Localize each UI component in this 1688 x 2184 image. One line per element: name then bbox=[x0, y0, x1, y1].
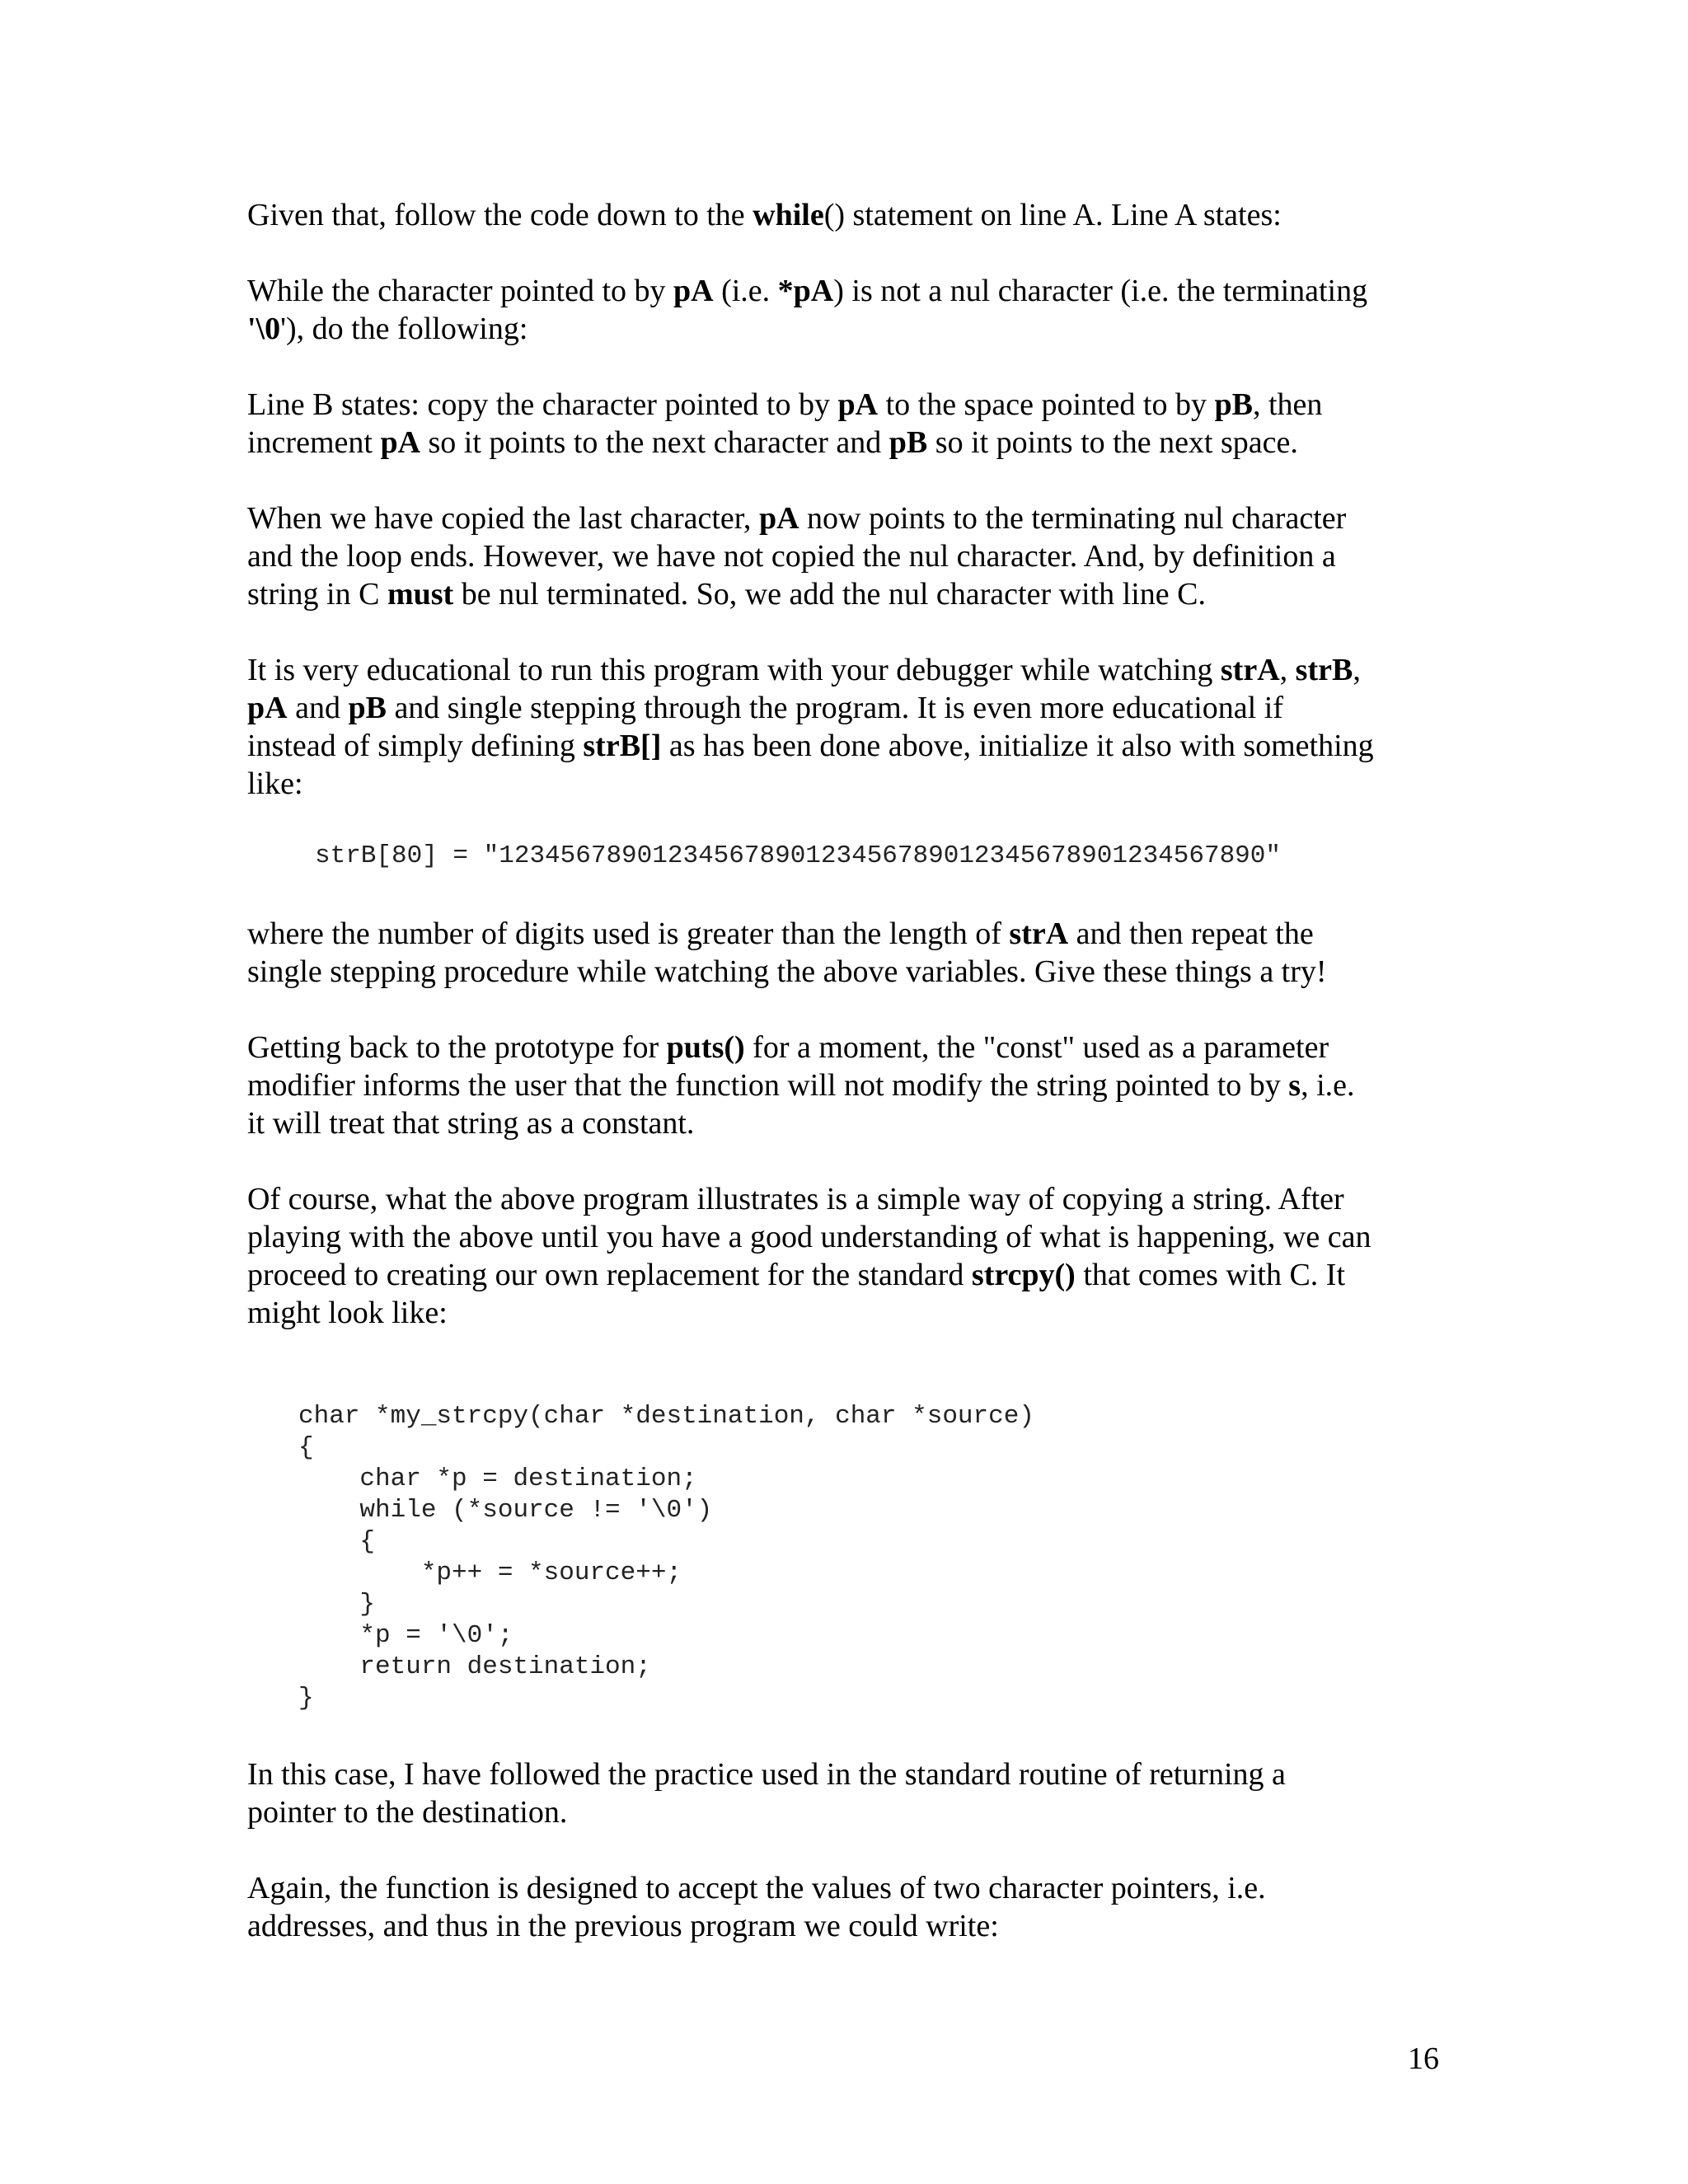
text-run: Line B states: copy the character pointed to by bbox=[247, 387, 838, 422]
identifier-strA: strA bbox=[1009, 916, 1069, 951]
paragraph-line-b bbox=[247, 386, 1459, 462]
text-line bbox=[247, 727, 1459, 765]
text-line: it will treat that string as a constant. bbox=[247, 1106, 695, 1141]
code-my-strcpy bbox=[298, 1370, 1459, 1714]
function-puts: puts() bbox=[666, 1030, 745, 1065]
text-run: While the character pointed to by bbox=[247, 274, 674, 308]
emphasis-must: must bbox=[387, 577, 454, 612]
page-number: 16 bbox=[1408, 2041, 1439, 2076]
code-line: { bbox=[298, 1433, 314, 1462]
identifier-pA: pA bbox=[247, 691, 288, 725]
paragraph-digits bbox=[247, 915, 1459, 991]
text-run: (i.e. bbox=[713, 274, 778, 308]
text-line bbox=[247, 272, 1459, 310]
code-line: *p++ = *source++; bbox=[298, 1558, 682, 1587]
text-line bbox=[247, 1256, 1459, 1294]
code-line: } bbox=[298, 1590, 376, 1619]
identifier-strB-array: strB[] bbox=[583, 729, 662, 763]
text-run: Given that, follow the code down to the bbox=[247, 198, 753, 232]
text-run: and then repeat the bbox=[1068, 916, 1314, 951]
text-line bbox=[247, 310, 1459, 348]
text-run: instead of simply defining bbox=[247, 729, 584, 763]
paragraph-line-c bbox=[247, 499, 1459, 613]
text-line: In this case, I have followed the practice used in the standard routine of returning a bbox=[247, 1757, 1286, 1792]
text-run: and bbox=[287, 691, 349, 725]
text-line: and the loop ends. However, we have not copied the nul character. And, by definition a bbox=[247, 539, 1336, 574]
identifier-strB: strB bbox=[1295, 653, 1353, 687]
text-line bbox=[247, 1029, 1459, 1066]
paragraph-puts-const bbox=[247, 1029, 1459, 1142]
text-run: modifier informs the user that the function will not modify the string pointed to by bbox=[247, 1068, 1289, 1103]
text-run: where the number of digits used is greater than the length of bbox=[247, 916, 1010, 951]
identifier-star-pA: *pA bbox=[777, 274, 834, 308]
paragraph-debugger bbox=[247, 651, 1459, 803]
text-run: '), do the following: bbox=[280, 312, 528, 346]
text-run: as has been done above, initialize it also with something bbox=[661, 729, 1374, 763]
text-line: single stepping procedure while watching the above variables. Give these things a try! bbox=[247, 954, 1327, 989]
text-run: string in C bbox=[247, 577, 387, 612]
text-run: , i.e. bbox=[1301, 1068, 1355, 1103]
text-line bbox=[247, 424, 1459, 462]
keyword-while: while bbox=[753, 198, 824, 232]
identifier-pB: pB bbox=[1214, 387, 1253, 422]
document-body bbox=[247, 196, 1459, 1983]
text-run: When we have copied the last character, bbox=[247, 501, 759, 536]
text-run: It is very educational to run this program with your debugger while watching bbox=[247, 653, 1221, 687]
text-line: addresses, and thus in the previous program we could write: bbox=[247, 1909, 999, 1943]
text-line bbox=[247, 915, 1459, 953]
text-line bbox=[247, 689, 1459, 727]
text-line bbox=[247, 651, 1459, 689]
text-line: Again, the function is designed to accept the values of two character pointers, i.e. bbox=[247, 1871, 1266, 1905]
text-run: Getting back to the prototype for bbox=[247, 1030, 667, 1065]
text-run: to the space pointed to by bbox=[878, 387, 1215, 422]
text-run: () statement on line A. Line A states: bbox=[823, 198, 1282, 232]
text-run: , bbox=[1353, 653, 1361, 687]
paragraph-strcpy-intro bbox=[247, 1180, 1459, 1332]
text-run: and single stepping through the program. It is even more educational if bbox=[386, 691, 1283, 725]
text-run: for a moment, the "const" used as a parameter bbox=[744, 1030, 1329, 1065]
text-run: that comes with C. It bbox=[1075, 1258, 1346, 1292]
identifier-pA: pA bbox=[758, 501, 799, 536]
text-line: Of course, what the above program illustrates is a simple way of copying a string. After bbox=[247, 1182, 1344, 1216]
code-line: } bbox=[298, 1684, 314, 1713]
text-line bbox=[247, 499, 1459, 537]
text-run: increment bbox=[247, 425, 381, 460]
text-run: , then bbox=[1252, 387, 1323, 422]
text-line bbox=[247, 196, 1459, 234]
text-line bbox=[247, 386, 1459, 424]
text-line: like: bbox=[247, 766, 303, 801]
text-run: ) is not a nul character (i.e. the terminating bbox=[833, 274, 1368, 308]
code-line: { bbox=[298, 1527, 376, 1556]
code-line: return destination; bbox=[298, 1652, 651, 1681]
text-run: , bbox=[1279, 653, 1296, 687]
text-run: now points to the terminating nul character bbox=[799, 501, 1347, 536]
nul-literal: '\0 bbox=[247, 312, 281, 346]
text-run: be nul terminated. So, we add the nul character with line C. bbox=[453, 577, 1206, 612]
text-line: playing with the above until you have a good understanding of what is happening, we can bbox=[247, 1220, 1372, 1254]
identifier-pA: pA bbox=[673, 274, 714, 308]
identifier-strA: strA bbox=[1220, 653, 1280, 687]
text-line bbox=[247, 1066, 1459, 1104]
code-line: *p = '\0'; bbox=[298, 1621, 513, 1650]
code-strB-initializer: strB[80] = "12345678901234567890123456789012345678901234567890" bbox=[315, 841, 1281, 870]
paragraph-char-pointers bbox=[247, 1869, 1459, 1945]
paragraph-while-explanation bbox=[247, 272, 1459, 348]
code-line: char *p = destination; bbox=[298, 1465, 697, 1493]
code-line: while (*source != '\0') bbox=[298, 1496, 713, 1525]
paragraph-return-destination bbox=[247, 1755, 1459, 1831]
identifier-pA: pA bbox=[380, 425, 421, 460]
text-line: pointer to the destination. bbox=[247, 1795, 568, 1830]
text-line: might look like: bbox=[247, 1296, 448, 1330]
text-run: so it points to the next character and bbox=[420, 425, 889, 460]
identifier-pB: pB bbox=[889, 425, 928, 460]
text-run: so it points to the next space. bbox=[927, 425, 1298, 460]
identifier-s: s bbox=[1288, 1068, 1301, 1103]
identifier-pB: pB bbox=[348, 691, 387, 725]
paragraph-line-a bbox=[247, 196, 1459, 234]
text-run: proceed to creating our own replacement for the standard bbox=[247, 1258, 972, 1292]
identifier-pA: pA bbox=[837, 387, 879, 422]
code-line: char *my_strcpy(char *destination, char *source) bbox=[298, 1402, 1034, 1431]
text-line bbox=[247, 575, 1459, 613]
function-strcpy: strcpy() bbox=[971, 1258, 1076, 1292]
